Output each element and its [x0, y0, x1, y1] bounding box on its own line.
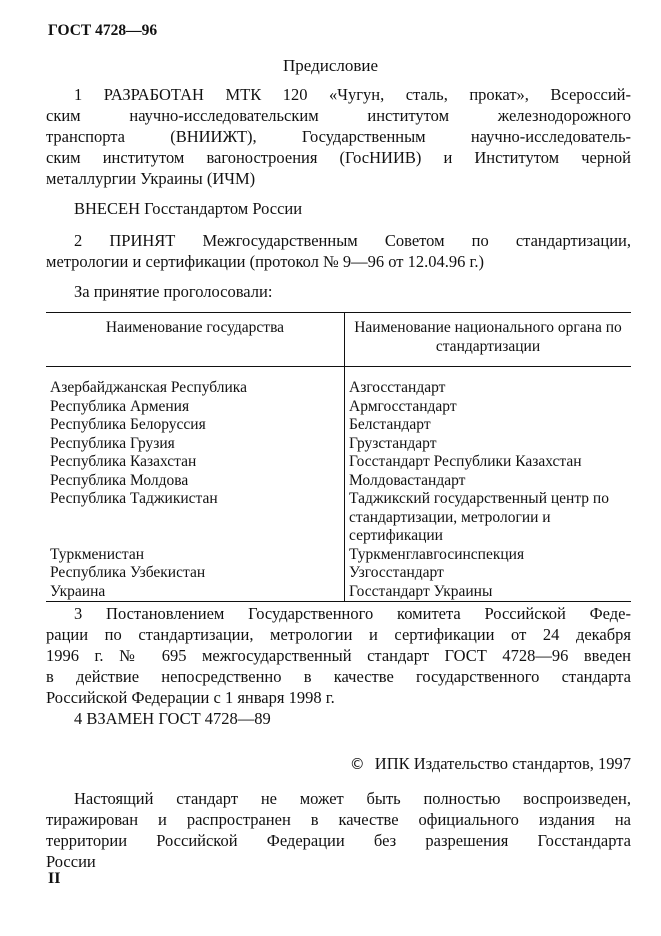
notice-line: тиражирован и распространен в качестве официального издания на [46, 810, 631, 829]
voted-text: За принятие проголосовали: [74, 282, 273, 301]
state-cell: Республика Грузия [50, 434, 175, 452]
body-cell: Туркменглавгосинспекция [345, 546, 632, 565]
state-cell: Республика Молдова [50, 471, 189, 489]
copyright-line [350, 754, 631, 774]
table-row [46, 490, 631, 546]
header-state-name: Наименование государства [46, 313, 345, 367]
body-cell: Таджикский государственный центр по стандартизации, метрологии и сертификации [345, 490, 632, 546]
body-cell: Узгосстандарт [345, 564, 632, 583]
state-cell: Украина [46, 583, 345, 602]
preface-title: Предисловие [282, 56, 379, 75]
voted-label [46, 281, 631, 302]
body-cell: Белстандарт [345, 416, 632, 435]
item-1-line: ским научно-исследовательским институтом железнодорожного [46, 106, 631, 125]
item-1-line: металлургии Украины (ИЧМ) [46, 169, 256, 188]
table-row [46, 398, 631, 417]
item-3-line: рации по стандартизации, метрологии и сертификации от 24 декабря [46, 625, 631, 644]
reproduction-notice [46, 788, 631, 872]
table-row [46, 416, 631, 435]
item-3-line: 3 Постановлением Государственного комитета Российской Феде- [74, 604, 631, 623]
item-4-text: 4 ВЗАМЕН ГОСТ 4728—89 [74, 709, 271, 728]
item-2-line: 2 ПРИНЯТ Межгосударственным Советом по стандартизации, [74, 231, 631, 250]
body-cell: Госстандарт Республики Казахстан [345, 453, 632, 472]
notice-line: территории Российской Федерации без разрешения Госстандарта [46, 831, 631, 850]
item-3-line: в действие непосредственно в качестве государственного стандарта [46, 667, 631, 686]
submitted-text: ВНЕСЕН Госстандартом России [74, 199, 303, 218]
copyright-text: ИПК Издательство стандартов, 1997 [374, 754, 631, 773]
table-row [46, 564, 631, 583]
state-cell: Республика Узбекистан [50, 564, 206, 581]
table-header-row [46, 313, 631, 367]
body-cell: Армгосстандарт [345, 398, 632, 417]
item-1-line: ским институтом вагоностроения (ГосНИИВ) и Институтом черной [46, 148, 631, 167]
state-cell: Республика Белоруссия [50, 416, 206, 433]
voting-states-table [46, 312, 631, 602]
notice-line: России [46, 852, 96, 871]
table-row [46, 435, 631, 454]
state-cell: Республика Армения [50, 397, 190, 415]
body-cell: Молдовастандарт [345, 472, 632, 491]
item-1-line: 1 РАЗРАБОТАН МТК 120 «Чугун, сталь, прокат», Всероссий- [74, 85, 631, 104]
copyright-symbol: © [349, 755, 365, 773]
standard-code: ГОСТ 4728—96 [48, 22, 158, 39]
state-cell: Республика Таджикистан [50, 490, 218, 507]
body-cell: Азгосстандарт [345, 367, 632, 398]
state-cell: Азербайджанская Республика [50, 379, 247, 396]
item-3-line: Российской Федерации с 1 января 1998 г. [46, 688, 335, 707]
item-3-line: 1996 г. № 695 межгосударственный стандарт ГОСТ 4728—96 введен [46, 646, 631, 665]
item-1-line: транспорта (ВНИИЖТ), Государственным научно-исследователь- [46, 127, 631, 146]
submitted-by [46, 198, 631, 219]
item-1-paragraph [46, 84, 631, 189]
item-3-paragraph [46, 603, 631, 708]
item-2-line: метрологии и сертификации (протокол № 9—96 от 12.04.96 г.) [46, 252, 485, 271]
notice-line: Настоящий стандарт не может быть полностью воспроизведен, [74, 789, 631, 808]
header-standards-body: Наименование национального органа по стандартизации [345, 313, 632, 367]
item-4-paragraph [46, 708, 631, 729]
table-row [46, 367, 631, 398]
table-row [46, 546, 631, 565]
state-cell: Туркменистан [50, 545, 145, 563]
item-2-paragraph [46, 230, 631, 272]
table-row [46, 583, 631, 602]
table-row [46, 453, 631, 472]
page-number: II [48, 870, 61, 887]
body-cell: Госстандарт Украины [345, 583, 632, 602]
table-row [46, 472, 631, 491]
body-cell: Грузстандарт [345, 435, 632, 454]
state-cell: Республика Казахстан [50, 453, 197, 470]
